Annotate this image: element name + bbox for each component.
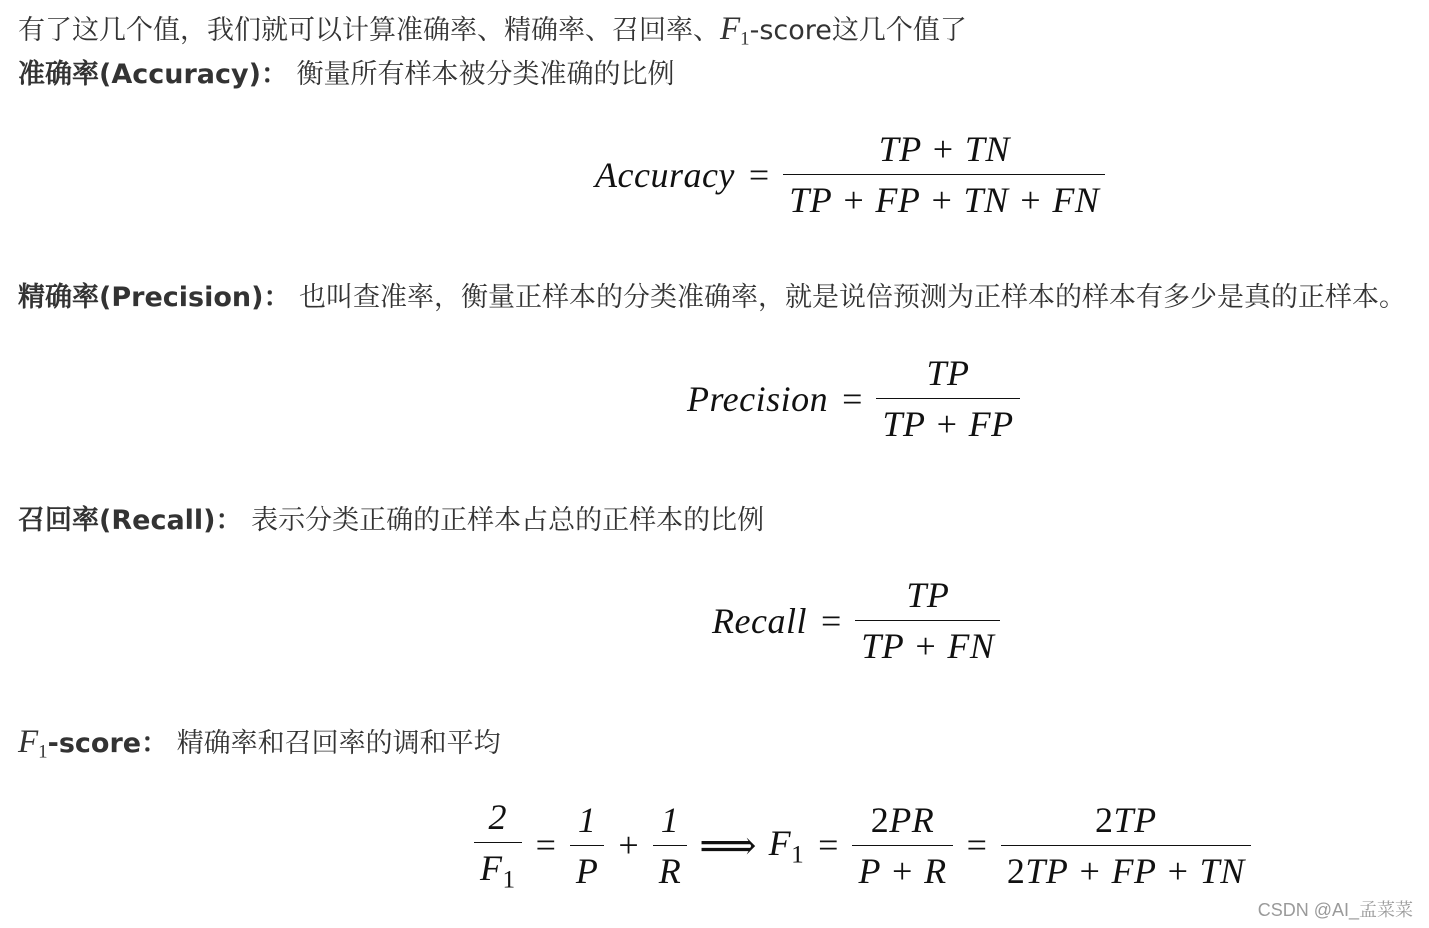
accuracy-numerator: TP + TN [878, 129, 1010, 169]
accuracy-formula [595, 128, 1105, 221]
precision-fraction [876, 352, 1019, 445]
implies-arrow: ⟹ [699, 822, 757, 868]
precision-definition [18, 281, 1406, 315]
f1-fraction-2tp [1001, 799, 1251, 892]
precision-term: 精确率(Precision)： [18, 282, 291, 313]
f1-frac3-numerator: 1 [660, 799, 680, 840]
f1score-description: 精确率和召回率的调和平均 [176, 728, 501, 759]
f1-frac1-numerator: 2 [488, 797, 508, 837]
recall-definition [18, 504, 764, 538]
f1-frac3-denominator: R [653, 845, 688, 892]
f1score-subscript: 1 [38, 741, 48, 763]
f1-frac1-denominator [474, 842, 522, 895]
f1-frac5-den-digit: 2 [1006, 850, 1026, 891]
intro-text-after: -score这几个值了 [749, 15, 967, 46]
accuracy-denominator: TP + FP + TN + FN [783, 174, 1105, 221]
precision-numerator: TP [926, 353, 970, 393]
f1-frac1-den-sub: 1 [502, 866, 516, 894]
f1-frac4-num-digit: 2 [870, 799, 890, 840]
accuracy-formula-lhs: Accuracy [595, 154, 735, 195]
f1-result-letter: F [768, 822, 792, 863]
recall-description: 表示分类正确的正样本占总的正样本的比例 [251, 505, 765, 536]
recall-formula-equals: = [820, 600, 842, 641]
f1-frac5-den-vars: TP + FP + TN [1025, 850, 1245, 891]
f1-frac2-numerator: 1 [577, 799, 597, 840]
f1-plus: + [618, 825, 639, 866]
f1-result-sub: 1 [791, 841, 805, 869]
f1-fraction-1-over-r [653, 799, 688, 892]
recall-formula-lhs: Recall [712, 600, 807, 641]
intro-f1-letter: F [720, 11, 741, 47]
f1score-term: -score： [47, 728, 169, 759]
f1-fraction-2-over-f1 [474, 796, 522, 895]
accuracy-description: 衡量所有样本被分类准确的比例 [296, 59, 675, 90]
f1-frac4-denominator: P + R [852, 845, 952, 892]
precision-description: 也叫查准率，衡量正样本的分类准确率，就是说倍预测为正样本的样本有多少是真的正样本。 [299, 282, 1407, 313]
f1score-definition [18, 725, 501, 770]
recall-numerator: TP [906, 575, 950, 615]
f1-fraction-1-over-p [570, 799, 605, 892]
intro-text-before: 有了这几个值，我们就可以计算准确率、精确率、召回率、 [18, 15, 720, 46]
recall-denominator: TP + FN [855, 620, 1000, 667]
f1-equals-3: = [966, 825, 987, 866]
recall-fraction [855, 574, 1000, 667]
f1-result-symbol [769, 822, 805, 870]
f1score-letter: F [18, 724, 39, 760]
accuracy-formula-equals: = [748, 154, 770, 195]
precision-formula-equals: = [842, 378, 863, 419]
f1-frac4-numerator [865, 799, 940, 845]
f1-frac1-den-letter: F [480, 848, 503, 888]
f1-frac5-numerator [1089, 799, 1163, 845]
f1-equals-2: = [818, 825, 839, 866]
precision-denominator: TP + FP [876, 398, 1019, 445]
f1-frac2-denominator: P [570, 845, 605, 892]
f1-frac4-num-vars: PR [889, 799, 935, 840]
intro-f1-subscript: 1 [740, 28, 750, 50]
precision-formula [687, 352, 1020, 445]
accuracy-fraction [783, 128, 1105, 221]
accuracy-term: 准确率(Accuracy)： [18, 59, 288, 90]
f1-frac5-num-vars: TP [1113, 799, 1157, 840]
f1-fraction-2pr [852, 799, 952, 892]
f1-frac5-denominator [1001, 845, 1251, 892]
precision-formula-lhs: Precision [687, 378, 829, 419]
csdn-watermark: CSDN @AI_孟菜菜 [1257, 900, 1413, 920]
recall-formula [712, 574, 1000, 667]
recall-term: 召回率(Recall)： [18, 505, 243, 536]
intro-line [18, 12, 967, 57]
accuracy-definition [18, 58, 675, 92]
f1-frac5-num-digit: 2 [1095, 799, 1114, 840]
f1score-formula [474, 796, 1251, 895]
f1-equals-1: = [535, 825, 556, 866]
